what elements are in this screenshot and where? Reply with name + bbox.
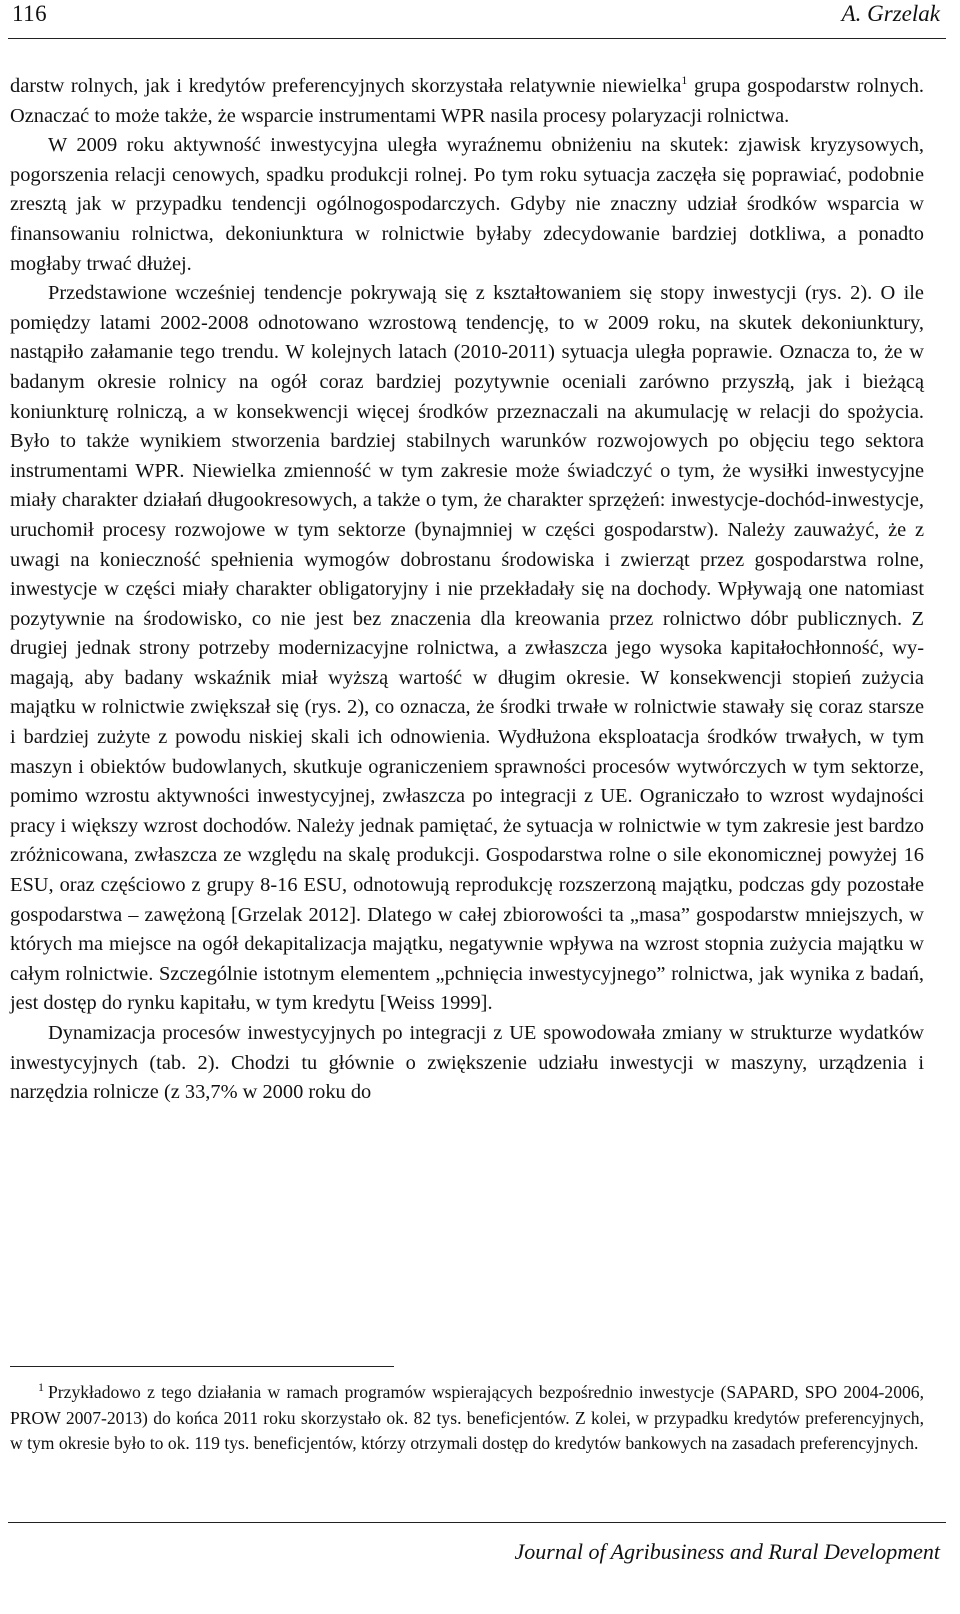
page-header (8, 0, 946, 39)
paragraph-1-start: darstw rolnych, jak i kredytów preferencyjnych skorzystała relatywnie niewielka (10, 75, 682, 97)
footer-separator (8, 1522, 946, 1523)
running-head-author: A. Grzelak (841, 1, 940, 26)
footnote-text: Przykładowo z tego działania w ramach programów wspierających bezpośrednio inwestycje (SAPARD, SPO 2004-2006, PROW 2007-2013) do końca 2011 roku skorzystało ok. 82 tys. beneficjentów. Z kolei, w przypadku kredytów preferencyjnych, w tym okresie było to ok. 119 tys. beneficjentów, którzy otrzymali dostęp do kredytów bankowych na zasadach preferencyjnych. (10, 1382, 924, 1453)
paragraph-1 (10, 72, 924, 131)
footnote-reference-1: 1 (681, 73, 688, 87)
paragraph-2: W 2009 roku aktywność inwestycyjna uległa wyraźnemu obniżeniu na skutek: zjawisk kryzysowych, pogorszenia relacji cenowych, spadku produkcji rolnej. Po tym roku sytuacja zaczęła się poprawiać, podobnie zresztą jak w przypadku tendencji ogólnogospodarczych. Gdyby nie znaczny udział środków wsparcia w finansowaniu rolnictwa, dekoniunktura w rolnictwie byłaby zdecydowanie bardziej dotkliwa, a ponadto mogłaby trwać dłużej. (10, 134, 924, 275)
footnote (10, 1380, 924, 1457)
journal-name: Journal of Agribusiness and Rural Development (514, 1539, 940, 1564)
footnote-separator (10, 1366, 394, 1367)
paragraph-4: Dynamizacja procesów inwestycyjnych po integracji z UE spowodowała zmiany w strukturze wydatków inwestycyjnych (tab. 2). Chodzi tu głównie o zwiększenie udziału inwestycji w maszyny, urządzenia i narzędzia rolnicze (z 33,7% w 2000 roku do (10, 1022, 924, 1104)
paragraph-3: Przedstawione wcześniej tendencje pokrywają się z kształtowaniem się stopy inwestycji (rys. 2). O ile pomiędzy latami 2002-2008 odnotowano wzrostową tendencję, to w 2009 roku, na skutek dekoniunktury, nastąpiło załamanie tego trendu. W kolejnych latach (2010-2011) sytuacja uległa poprawie. Oznacza to, że w badanym okresie rolnicy na ogół coraz bardziej pozytywnie oceniali zarówno przyszłą, jak i bieżącą koniunkturę rolniczą, a w konsekwencji więcej środków przeznaczali na akumulację w relacji do spożycia. Było to także wynikiem stworzenia bardziej stabilnych warunków rozwojowych po objęciu tego sektora instrumentami WPR. Niewielka zmienność w tym zakresie może świadczyć o tym, że wysiłki inwestycyjne miały charakter działań długookresowych, a także o tym, że charakter sprzężeń: inwestycje-dochód-inwestycje, uruchomił procesy rozwojowe w tym sektorze (bynajmniej w części gospodarstw). Należy zauważyć, że z uwagi na konieczność spełnienia wymogów dobrostanu środowiska i zwierząt przez gospodarstwa rolne, inwestycje w części miały charakter obligatoryjny i nie przekładały się na dochody. Wpływają one natomiast pozytywnie na środowisko, co nie jest bez znaczenia dla kreowania przez rolnictwo dóbr publicznych. Z drugiej jednak strony potrzeby modernizacyjne rolnictwa, a zwłaszcza jego wysoka kapitałochłonność, wymagają, aby badany wskaźnik miał wyższą wartość w długim okresie. W konsekwencji stopień zużycia majątku w rolnictwie zwiększał się (rys. 2), co oznacza, że środki trwałe w rolnictwie stawały się coraz starsze i bardziej zużyte z powodu niskiej skali ich odnowienia. Wydłużona eksploatacja środków trwałych, w tym maszyn i obiektów budowlanych, skutkuje ograniczeniem sprawności procesów wytwórczych w tym sektorze, pomimo wzrostu aktywności inwestycyjnej, zwłaszcza po integracji z UE. Ograniczało to wzrost wydajności pracy i większy wzrost dochodów. Należy jednak pamiętać, że sytuacja w rolnictwie w tym zakresie jest bardzo zróżnicowana, zwłaszcza ze względu na skalę produkcji. Gospodarstwa rolne o sile ekonomicznej powyżej 16 ESU, oraz częściowo z grupy 8-16 ESU, odnotowują reprodukcję rozszerzoną majątku, podczas gdy pozostałe gospodarstwa – zawężoną [Grzelak 2012]. Dlatego w całej zbiorowości ta „masa” gospodarstw mniejszych, w których ma miejsce na ogół dekapitalizacja majątku, negatywnie wpływa na wzrost stopnia zużycia majątku w całym rolnictwie. Szczególnie istotnym elementem „pchnięcia inwestycyjnego” rolnictwa, jak wynika z badań, jest dostęp do rynku kapitału, w tym kredytu [Weiss 1999]. (10, 282, 924, 1015)
page-number: 116 (12, 1, 48, 26)
body-text (10, 72, 924, 1108)
paragraph-1-end: grupa gospodarstw rolnych. Oznaczać to może także, że wsparcie instrumentami WPR nasila procesy polaryzacji rolnictwa. (10, 75, 925, 127)
footnote-mark: 1 (38, 1380, 44, 1394)
